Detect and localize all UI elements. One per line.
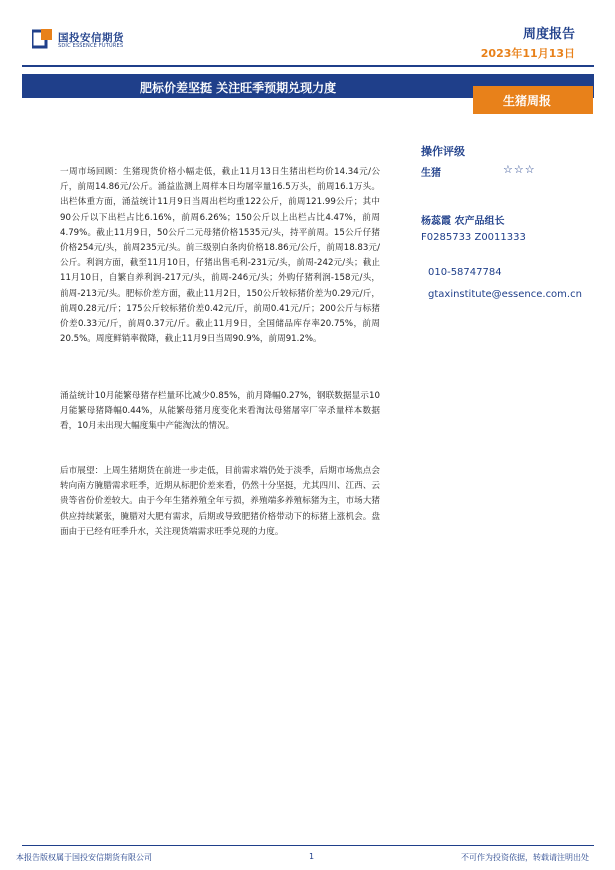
market-review-paragraph: 一周市场回顾：生猪现货价格小幅走低，截止11月13日生猪出栏均价14.34元/公斤，前周14.86元/公斤。涌益监测上周样本日均屠宰量16.5万头，前周16.1万头。出栏体重方面，涌益统计11月9日当周出栏均重122公斤，前周121.99公斤；其中90公斤以下出栏占比6.16%，前周6.26%；150公斤以上出栏占比4.47%，前周4.79%。截止11月9日，50公斤二元母猪价格1535元/头，持平前周。15公斤仔猪价格254元/头，前周235元/头。前三级别白条肉价格18.86元/公斤，前周18.83元/公斤。利润方面，截至11月10日，仔猪出售毛利-231元/头，前周-242元/头；截止11月10日，自繁自养利润-217元/头，前周-246元/头；外购仔猪利润-158元/头，前周-213元/头。肥标价差方面，截止11月2日，150公斤较标猪价差为0.29元/斤，前周0.28元/斤；175公斤较标猪价差0.42元/斤，前周0.41元/斤；200公斤与标猪价差0.33元/斤，前周0.37元/斤。截止11月9日，全国储品库存率20.75%，前周20.5%。周度鲜销率微降，截止11月9日当周90.9%，前周91.2%。 [60,167,380,345]
logo-text: 国投安信期货 [58,32,124,44]
footer-divider [22,845,594,846]
report-date: 2023年11月13日 [480,47,575,60]
rating-label: 操作评级 [421,145,465,158]
page-number: 1 [309,852,315,861]
logo-mark-icon [32,29,52,49]
outlook-paragraph: 后市展望：上周生猪期货在前进一步走低，目前需求端仍处于淡季，后期市场焦点会转向南方腌腊需求旺季，近期从标肥价差来看，仍然十分坚挺，尤其四川、江西、云贵等省份价差较大。由于今年生猪养殖全年亏损，养殖端多养殖标猪为主，市场大猪供应持续紧张，腌腊对大肥有需求，后期或导致肥猪价格带动下的标猪上涨机会。盘面由于已经有旺季升水，关注现货端需求旺季兑现的力度。 [60,466,380,537]
analyst-email[interactable]: gtaxinstitute@essence.com.cn [428,289,582,300]
report-category-tag [473,86,593,114]
company-logo [32,29,172,53]
analyst-certificate: F0285733 Z0011333 [421,232,526,243]
rating-stars-icon: ☆☆☆ [503,163,536,176]
copyright-notice: 本报告版权属于国投安信期货有限公司 [16,853,152,862]
report-title: 肥标价差坚挺 关注旺季预期兑现力度 [140,81,337,95]
report-category-label: 生猪周报 [503,94,552,108]
analyst-phone: 010-58747784 [428,267,502,278]
logo-subtext: SDIC ESSENCE FUTURES [58,43,124,49]
report-type: 周度报告 [522,27,575,42]
disclaimer-notice: 不可作为投资依据，转载请注明出处 [461,853,589,862]
sow-inventory-paragraph: 涌益统计10月能繁母猪存栏量环比减少0.85%，前月降幅0.27%，钢联数据显示10月能繁母猪降幅0.44%，从能繁母猪月度变化来看淘汰母猪屠宰厂宰杀量样本数据看，10月未出现大幅度集中产能淘汰的情况。 [60,391,380,432]
header-divider [22,65,594,67]
rating-item: 生猪 [421,168,441,179]
analyst-name: 杨蕊霞 农产品组长 [421,216,505,227]
